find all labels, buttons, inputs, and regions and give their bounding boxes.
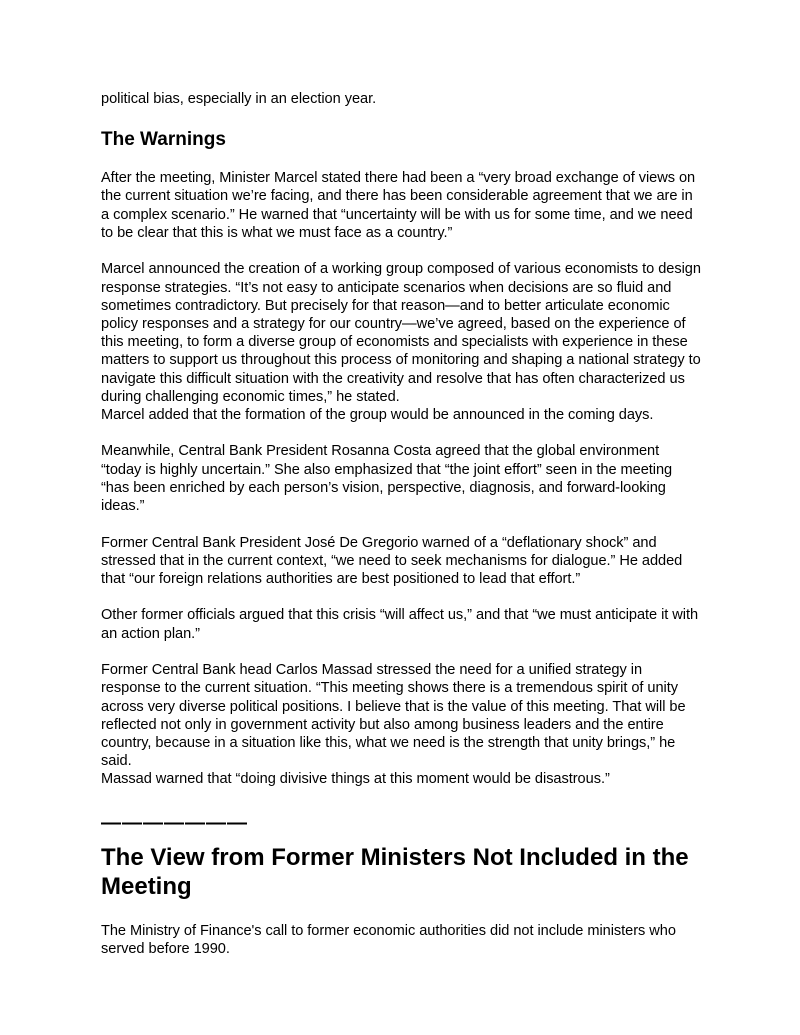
paragraph-massad-warning: Massad warned that “doing divisive things at this moment would be disastrous.”	[101, 771, 610, 788]
paragraph-massad: Former Central Bank head Carlos Massad stressed the need for a unified strategy in response to the current situation. “This meeting shows there is a tremendous spirit of unity across very diverse political positions. I believe that is the value of this meeting. That will be reflected not only in government activity but also among business leaders and the entire country, because in a situation like this, what we need is the strength that unity brings,” he said.	[101, 662, 686, 770]
paragraph-costa: Meanwhile, Central Bank President Rosanna Costa agreed that the global environment “today is highly uncertain.” She also emphasized that “the joint effort” seen in the meeting “has been enriched by each person’s vision, perspective, diagnosis, and forward-looking ideas.”	[101, 443, 673, 515]
paragraph-ministry-call: The Ministry of Finance's call to former economic authorities did not include ministers who served before 1990.	[101, 922, 676, 957]
intro-line: political bias, especially in an election year.	[101, 91, 377, 107]
section-heading-former-ministers: The View from Former Ministers Not Included in the Meeting	[101, 843, 689, 901]
paragraph-de-gregorio: Former Central Bank President José De Gregorio warned of a “deflationary shock” and stressed that in the current context, “we need to seek mechanisms for dialogue.” He added that “our foreign relations authorities are best positioned to lead that effort.”	[101, 534, 683, 587]
section-heading-warnings: The Warnings	[101, 129, 226, 151]
paragraph-former-officials: Other former officials argued that this crisis “will affect us,” and that “we must anticipate it with an action plan.”	[101, 607, 699, 642]
document-page	[101, 90, 701, 958]
paragraph-working-group: Marcel announced the creation of a working group composed of various economists to design response strategies. “It’s not easy to anticipate scenarios when decisions are so fluid and sometimes contradictory. But precisely for that reason—and to better articulate economic policy responses and a strategy for our country—we’ve agreed, based on the experience of this meeting, to form a diverse group of economists and specialists with experience in these matters to support us throughout this process of monitoring and shaping a national strategy to navigate this difficult situation with the creativity and resolve that has often characterized us during challenging economic times,” he stated.	[101, 261, 701, 405]
paragraph-marcel-statement: After the meeting, Minister Marcel stated there had been a “very broad exchange of views on the current situation we’re facing, and there has been considerable agreement that we are in a complex scenario.” He warned that “uncertainty will be with us for some time, and we need to be clear that this is what we must face as a country.”	[101, 170, 696, 241]
paragraph-working-group-announcement: Marcel added that the formation of the group would be announced in the coming days.	[101, 406, 654, 423]
section-divider: ———————	[101, 811, 248, 834]
